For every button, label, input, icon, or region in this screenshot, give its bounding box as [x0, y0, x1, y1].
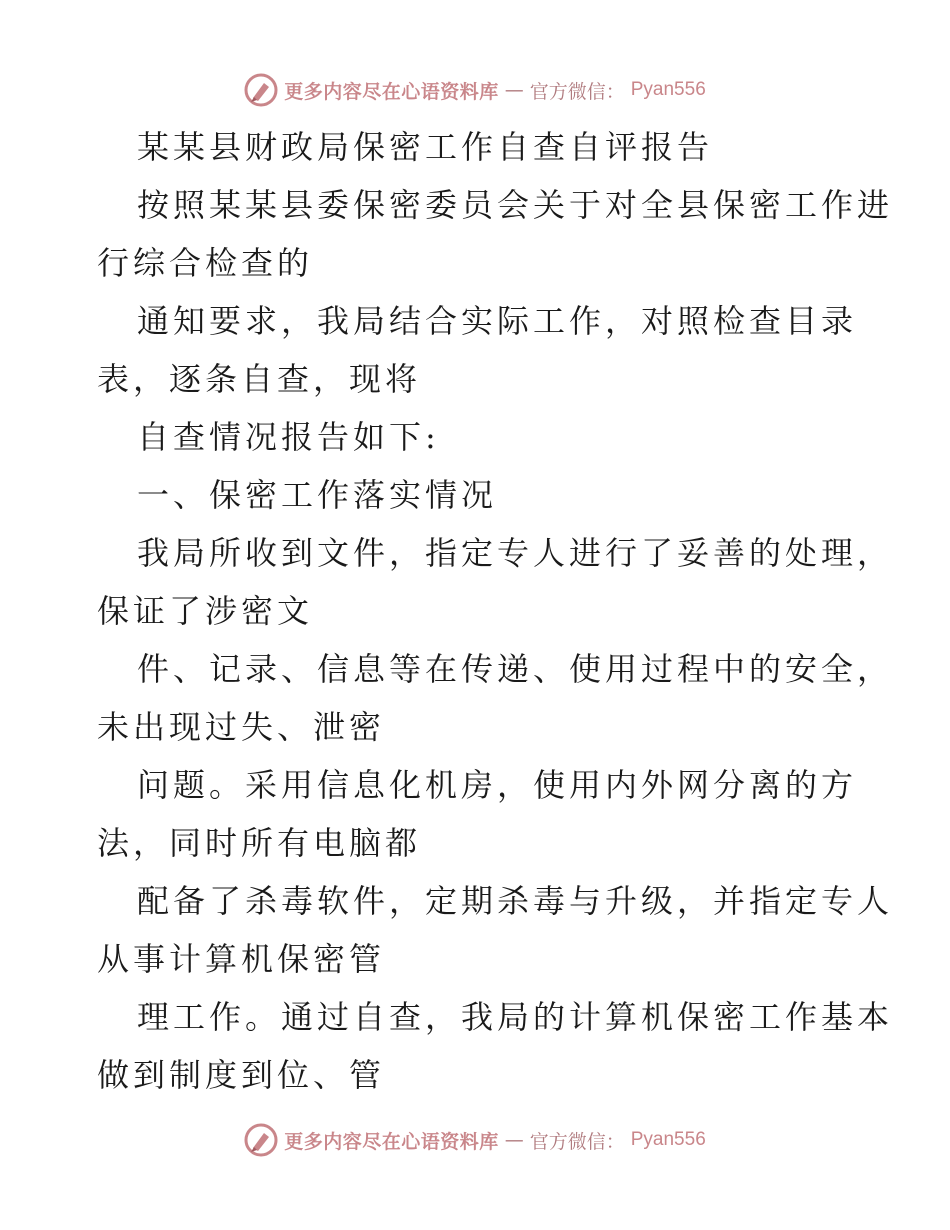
text-line: 理工作。通过自查，我局的计算机保密工作基本 — [137, 998, 894, 1036]
watermark-account: Pyan556 — [630, 79, 706, 100]
watermark-main-text: 更多内容尽在心语资料库 — [284, 80, 499, 103]
text-line: 配备了杀毒软件，定期杀毒与升级，并指定专人 — [137, 882, 894, 920]
watermark-sub-text: 官方微信： — [529, 1130, 625, 1153]
text-line: 问题。采用信息化机房，使用内外网分离的方 — [137, 766, 858, 804]
text-line: 保证了涉密文 — [97, 592, 314, 630]
document-title: 某某县财政局保密工作自查自评报告 — [137, 128, 714, 166]
section-heading: 一、保密工作落实情况 — [137, 476, 498, 514]
text-line: 做到制度到位、管 — [97, 1056, 386, 1094]
watermark-main-text: 更多内容尽在心语资料库 — [284, 1130, 499, 1153]
text-line: 自查情况报告如下: — [137, 418, 440, 456]
text-line: 我局所收到文件，指定专人进行了妥善的处理， — [137, 534, 894, 572]
text-line: 件、记录、信息等在传递、使用过程中的安全， — [137, 650, 894, 688]
text-line: 表，逐条自查，现将 — [97, 360, 422, 398]
footer-watermark — [0, 1120, 950, 1160]
watermark-sub-text: 官方微信： — [529, 80, 625, 103]
text-line: 从事计算机保密管 — [97, 940, 386, 978]
text-line: 行综合检查的 — [97, 244, 314, 282]
pen-logo-icon — [244, 73, 278, 107]
watermark-account: Pyan556 — [630, 1129, 706, 1150]
text-line: 法，同时所有电脑都 — [97, 824, 422, 862]
text-line: 未出现过失、泄密 — [97, 708, 386, 746]
text-line: 按照某某县委保密委员会关于对全县保密工作进 — [137, 186, 894, 224]
header-watermark — [0, 70, 950, 110]
document-body — [97, 118, 894, 1104]
watermark-separator: — — [504, 1129, 524, 1151]
text-line: 通知要求，我局结合实际工作，对照检查目录 — [137, 302, 858, 340]
pen-logo-icon — [244, 1123, 278, 1157]
watermark-separator: — — [504, 79, 524, 101]
